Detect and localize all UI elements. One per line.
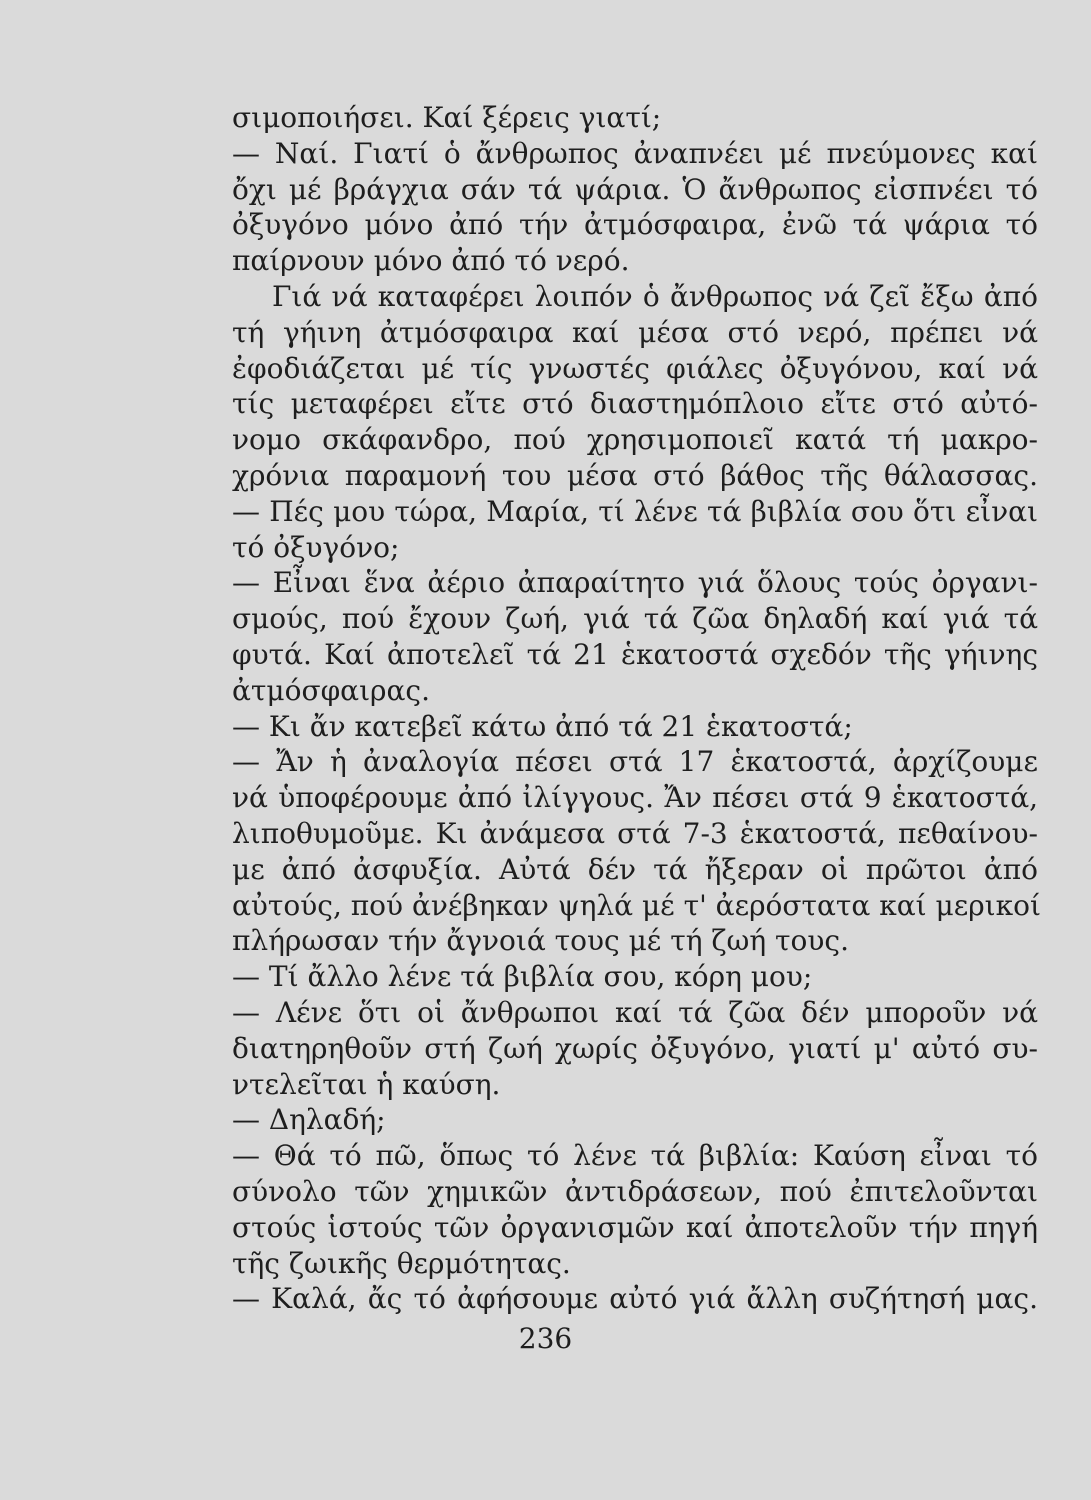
text-line: ἀτμόσφαιρας. — [232, 673, 431, 707]
text-line: παίρνουν μόνο ἀπό τό νερό. — [232, 244, 630, 278]
text-line: — Ναί. Γιατί ὁ ἄνθρωπος ἀναπνέει μέ πνεύμονες καί — [232, 136, 1038, 170]
page-number: 236 — [518, 1322, 573, 1355]
text-line: με ἀπό ἀσφυξία. Αὐτά δέν τά ἤξεραν οἱ πρῶτοι ἀπό — [232, 852, 1038, 886]
text-line: τῆς ζωικῆς θερμότητας. — [232, 1246, 571, 1280]
text-line: — Ἄν ἡ ἀναλογία πέσει στά 17 ἑκατοστά, ἀρχίζουμε — [232, 745, 1038, 779]
text-line: λιποθυμοῦμε. Κι ἀνάμεσα στά 7-3 ἑκατοστά, πεθαίνου- — [232, 816, 1038, 850]
text-line: πλήρωσαν τήν ἄγνοιά τους μέ τή ζωή τους. — [232, 924, 850, 958]
text-line: ὀξυγόνο μόνο ἀπό τήν ἀτμόσφαιρα, ἐνῶ τά ψάρια τό — [232, 208, 1038, 242]
text-line: τή γήινη ἀτμόσφαιρα καί μέσα στό νερό, πρέπει νά — [232, 315, 1038, 349]
text-line: — Κι ἄν κατεβεῖ κάτω ἀπό τά 21 ἑκατοστά; — [232, 709, 853, 743]
text-line: — Εἶναι ἕνα ἀέριο ἀπαραίτητο γιά ὅλους τούς ὀργανι- — [232, 566, 1038, 600]
text-line: — Δηλαδή; — [232, 1103, 386, 1137]
text-line: τό ὀξυγόνο; — [232, 530, 400, 564]
text-line: σύνολο τῶν χημικῶν ἀντιδράσεων, πού ἐπιτελοῦνται — [232, 1174, 1038, 1208]
text-line: φυτά. Καί ἀποτελεῖ τά 21 ἑκατοστά σχεδόν τῆς γήινης — [232, 637, 1038, 671]
text-line: — Θά τό πῶ, ὅπως τό λένε τά βιβλία: Καύση εἶναι τό — [232, 1139, 1038, 1173]
text-line: αὐτούς, πού ἀνέβηκαν ψηλά μέ τ' ἀερόστατα καί μερικοί — [232, 888, 1041, 922]
text-line: — Καλά, ἄς τό ἀφήσουμε αὐτό γιά ἄλλη συζήτησή μας. — [232, 1282, 1038, 1316]
text-line: σιμοποιήσει. Καί ξέρεις γιατί; — [232, 101, 662, 134]
text-line: στούς ἱστούς τῶν ὀργανισμῶν καί ἀποτελοῦν τήν πηγή — [232, 1210, 1038, 1244]
text-line: διατηρηθοῦν στή ζωή χωρίς ὀξυγόνο, γιατί μ' αὐτό συ- — [232, 1031, 1038, 1065]
text-line: — Πές μου τώρα, Μαρία, τί λένε τά βιβλία σου ὅτι εἶναι — [232, 494, 1038, 528]
body-text — [232, 100, 1041, 1317]
text-line: — Λένε ὅτι οἱ ἄνθρωποι καί τά ζῶα δέν μποροῦν νά — [232, 995, 1038, 1029]
text-line: σμούς, πού ἔχουν ζωή, γιά τά ζῶα δηλαδή καί γιά τά — [232, 602, 1038, 636]
text-line: ντελεῖται ἡ καύση. — [232, 1067, 501, 1101]
text-line: — Τί ἄλλο λένε τά βιβλία σου, κόρη μου; — [232, 960, 813, 994]
text-line: ὄχι μέ βράγχια σάν τά ψάρια. Ὁ ἄνθρωπος εἰσπνέει τό — [232, 172, 1038, 206]
text-line: χρόνια παραμονή του μέσα στό βάθος τῆς θάλασσας. — [232, 458, 1038, 492]
text-line: νομο σκάφανδρο, πού χρησιμοποιεῖ κατά τή μακρο- — [232, 423, 1038, 457]
text-line: Γιά νά καταφέρει λοιπόν ὁ ἄνθρωπος νά ζεῖ ἔξω ἀπό — [272, 279, 1038, 313]
text-line: ἐφοδιάζεται μέ τίς γνωστές φιάλες ὀξυγόνου, καί νά — [232, 351, 1038, 385]
text-line: τίς μεταφέρει εἴτε στό διαστημόπλοιο εἴτε στό αὐτό- — [232, 387, 1038, 421]
text-line: νά ὑποφέρουμε ἀπό ἰλίγγους. Ἄν πέσει στά 9 ἑκατοστά, — [232, 781, 1038, 815]
